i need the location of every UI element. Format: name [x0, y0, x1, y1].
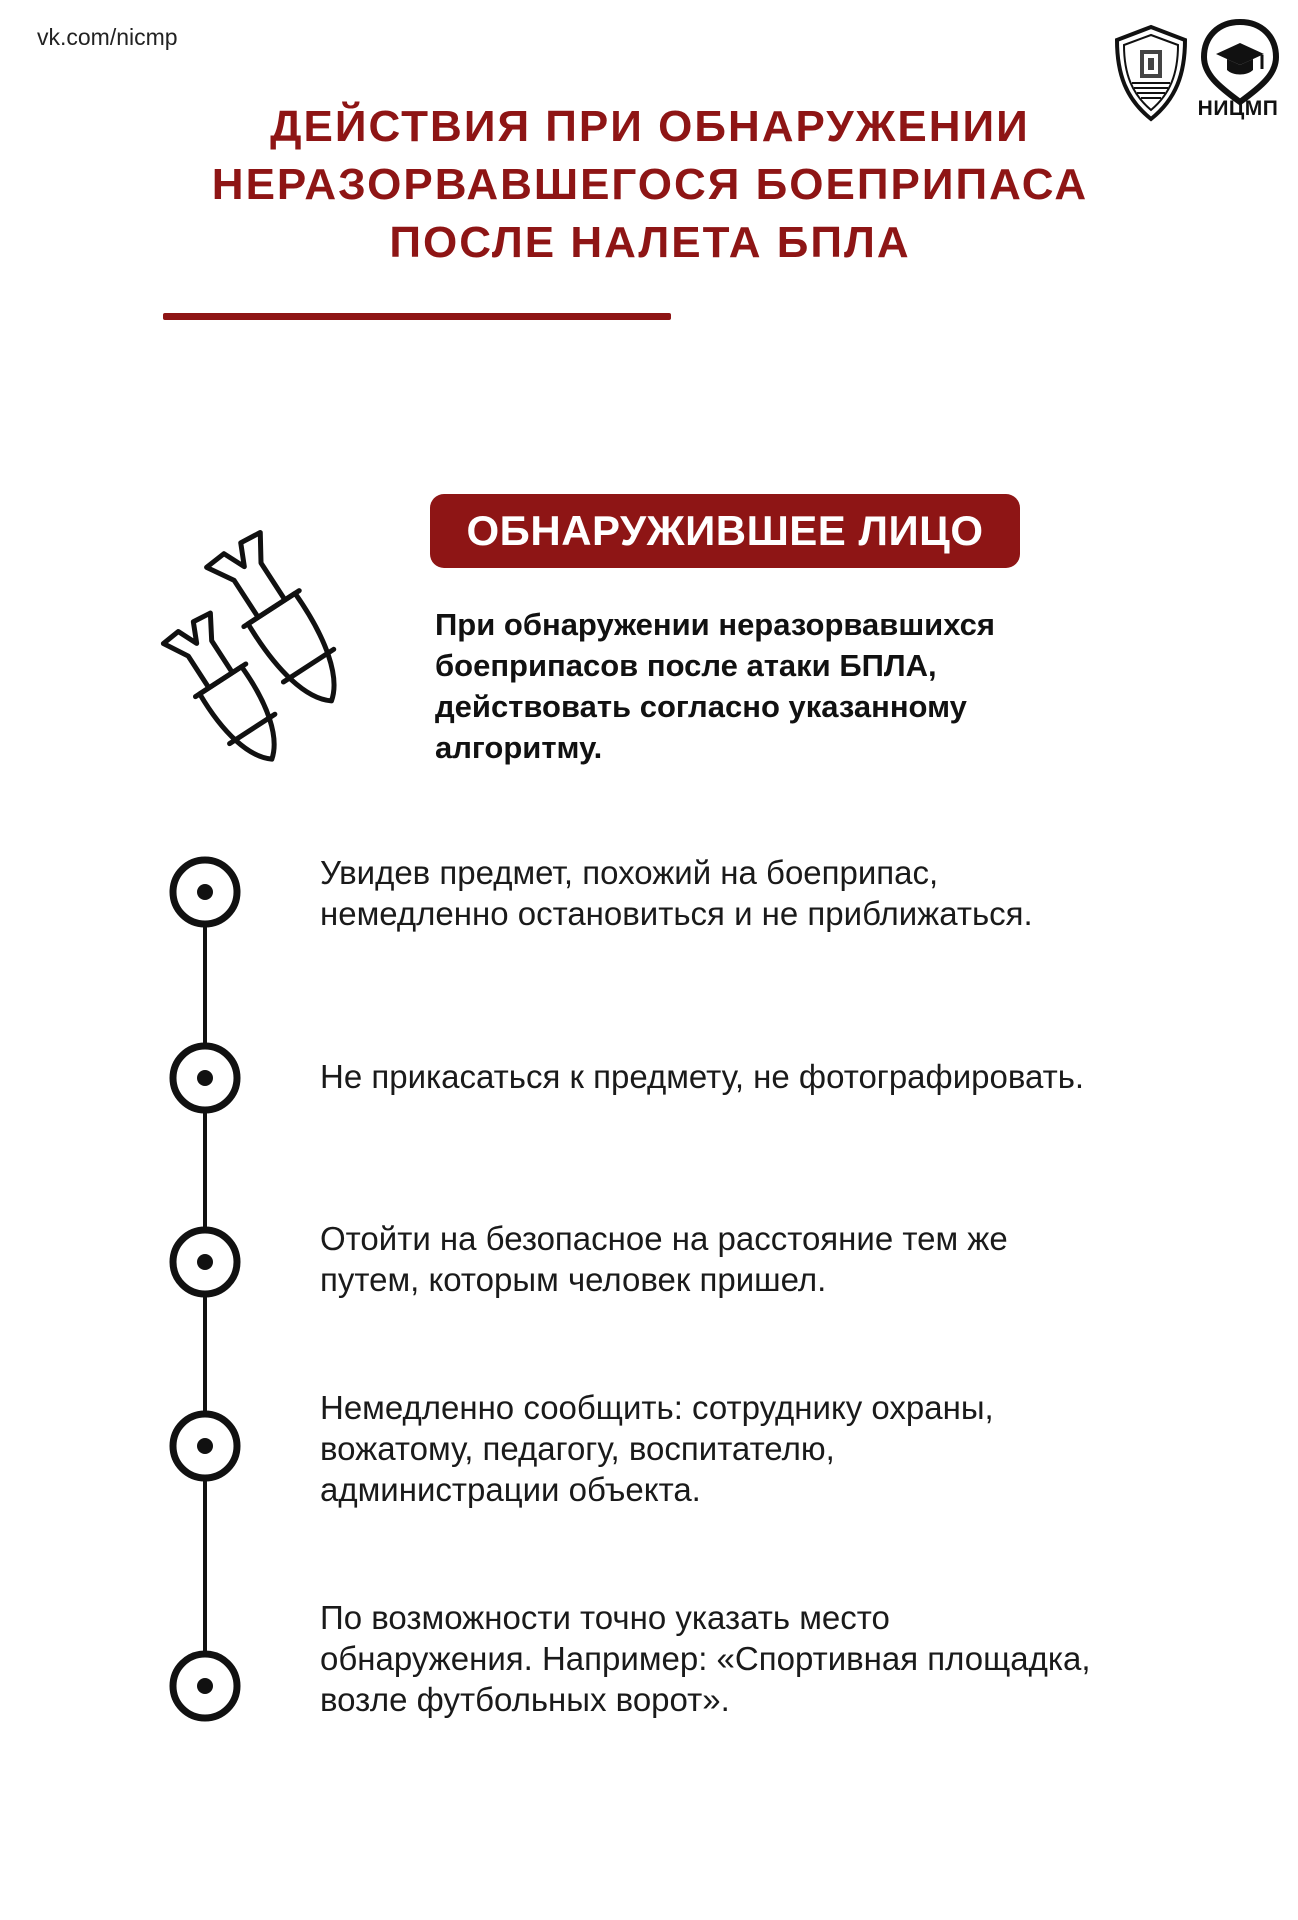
role-badge: ОБНАРУЖИВШЕЕ ЛИЦО	[430, 494, 1020, 568]
source-link[interactable]: vk.com/nicmp	[37, 24, 178, 50]
page-title	[150, 98, 1150, 272]
step-3-line-2: путем, которым человек пришел.	[320, 1261, 827, 1298]
timeline-dot-icon	[168, 1041, 242, 1115]
step-4-line-1: Немедленно сообщить: сотруднику охраны,	[320, 1389, 994, 1426]
title-line-3: ПОСЛЕ НАЛЕТА БПЛА	[389, 218, 911, 267]
step-3-text	[320, 1218, 1220, 1300]
intro-text	[435, 604, 1075, 768]
intro-line-1: При обнаружении неразорвавшихся	[435, 607, 996, 642]
title-underline	[163, 313, 671, 320]
step-4-text	[320, 1387, 1220, 1510]
step-5-text	[320, 1597, 1220, 1720]
timeline-dot-icon	[168, 1225, 242, 1299]
timeline-dot-icon	[168, 1409, 242, 1483]
step-2-line-1: Не прикасаться к предмету, не фотографировать.	[320, 1058, 1085, 1095]
step-2-text	[320, 1056, 1220, 1097]
step-5-line-2: обнаружения. Например: «Спортивная площадка,	[320, 1640, 1091, 1677]
title-line-2: НЕРАЗОРВАВШЕГОСЯ БОЕПРИПАСА	[211, 160, 1089, 209]
step-1-line-2: немедленно остановиться и не приближаться.	[320, 895, 1033, 932]
step-3-line-1: Отойти на безопасное на расстояние тем же	[320, 1220, 1008, 1257]
intro-line-3: действовать согласно указанному	[435, 689, 967, 724]
bombs-icon	[155, 497, 395, 767]
step-4-line-3: администрации объекта.	[320, 1471, 701, 1508]
step-1-line-1: Увидев предмет, похожий на боеприпас,	[320, 854, 939, 891]
step-5-line-3: возле футбольных ворот».	[320, 1681, 730, 1718]
nicmp-logo-label: НИЦМП	[1197, 97, 1279, 120]
intro-line-4: алгоритму.	[435, 730, 603, 765]
intro-line-2: боеприпасов после атаки БПЛА,	[435, 648, 937, 683]
title-line-1: ДЕЙСТВИЯ ПРИ ОБНАРУЖЕНИИ	[270, 102, 1030, 151]
step-5-line-1: По возможности точно указать место	[320, 1599, 890, 1636]
timeline-dot-icon	[168, 1649, 242, 1723]
step-4-line-2: вожатому, педагогу, воспитателю,	[320, 1430, 835, 1467]
step-1-text	[320, 852, 1220, 934]
timeline-dot-icon	[168, 855, 242, 929]
